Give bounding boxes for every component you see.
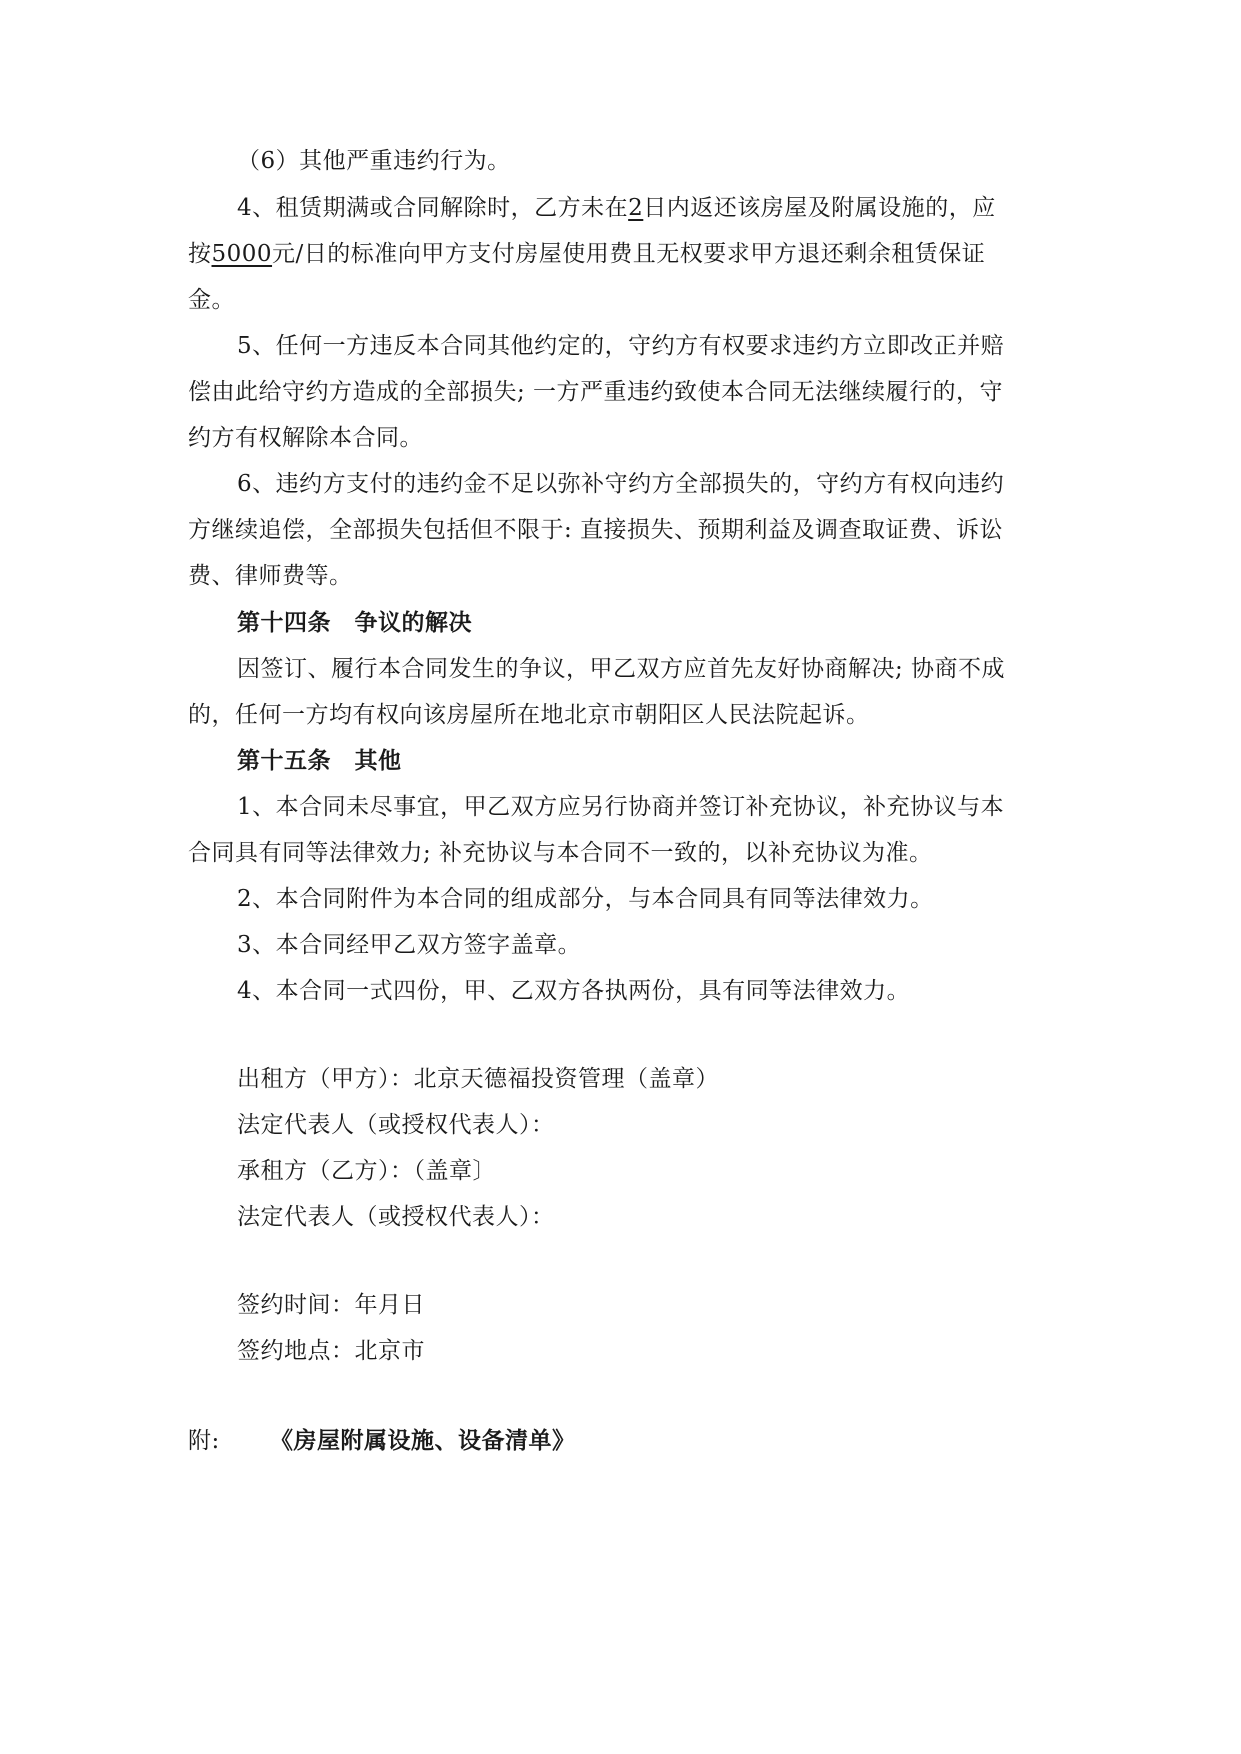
sign-time-line: 签约时间：年月日 bbox=[237, 1292, 425, 1318]
clause13-item6b-line2: 方继续追偿，全部损失包括但不限于: 直接损失、预期利益及调查取证费、诉讼 bbox=[188, 517, 1004, 543]
clause15-item1-line1: 1、本合同未尽事宜，甲乙双方应另行协商并签订补充协议，补充协议与本 bbox=[237, 794, 1005, 820]
appendix-label: 附: bbox=[188, 1428, 220, 1454]
clause13-item4-line1: 4、租赁期满或合同解除时，乙方未在2日内返还该房屋及附属设施的，应 bbox=[237, 195, 996, 221]
clause13-item6b-line1: 6、违约方支付的违约金不足以弥补守约方全部损失的，守约方有权向违约 bbox=[237, 471, 1005, 497]
sign-place-line: 签约地点：北京市 bbox=[237, 1338, 425, 1364]
lessor-rep-line: 法定代表人（或授权代表人）： bbox=[237, 1112, 555, 1138]
clause14-line1: 因签订、履行本合同发生的争议，甲乙双方应首先友好协商解决; 协商不成 bbox=[237, 656, 1006, 682]
clause13-item5-line1: 5、任何一方违反本合同其他约定的，守约方有权要求违约方立即改正并赔 bbox=[237, 333, 1005, 359]
return-days-value: 2 bbox=[628, 195, 644, 221]
clause13-item5-line3: 约方有权解除本合同。 bbox=[188, 425, 423, 451]
daily-fee-value: 5000 bbox=[211, 241, 273, 267]
clause13-item5-line2: 偿由此给守约方造成的全部损失; 一方严重违约致使本合同无法继续履行的，守 bbox=[188, 379, 1004, 405]
clause13-item4-line3: 金。 bbox=[188, 287, 235, 313]
clause15-item2: 2、本合同附件为本合同的组成部分，与本合同具有同等法律效力。 bbox=[237, 886, 934, 912]
lessor-line: 出租方（甲方）：北京天德福投资管理（盖章） bbox=[237, 1066, 719, 1092]
lessee-line: 承租方（乙方）：（盖章〕 bbox=[237, 1158, 496, 1184]
appendix-title: 《房屋附属设施、设备清单》 bbox=[270, 1427, 576, 1454]
lessee-rep-line: 法定代表人（或授权代表人）： bbox=[237, 1204, 555, 1230]
clause15-item1-line2: 合同具有同等法律效力; 补充协议与本合同不一致的，以补充协议为准。 bbox=[188, 840, 933, 866]
clause13-item6b-line3: 费、律师费等。 bbox=[188, 563, 353, 589]
clause14-heading: 第十四条 争议的解决 bbox=[237, 609, 472, 636]
clause15-item4: 4、本合同一式四份，甲、乙双方各执两份，具有同等法律效力。 bbox=[237, 978, 911, 1004]
clause15-heading: 第十五条 其他 bbox=[237, 747, 402, 774]
clause14-line2: 的，任何一方均有权向该房屋所在地北京市朝阳区人民法院起诉。 bbox=[188, 702, 870, 728]
clause13-item4-line2: 按5000元/日的标准向甲方支付房屋使用费且无权要求甲方退还剩余租赁保证 bbox=[188, 241, 986, 267]
clause15-item3: 3、本合同经甲乙双方签字盖章。 bbox=[237, 932, 582, 958]
clause13-item6: （6）其他严重违约行为。 bbox=[237, 148, 511, 174]
